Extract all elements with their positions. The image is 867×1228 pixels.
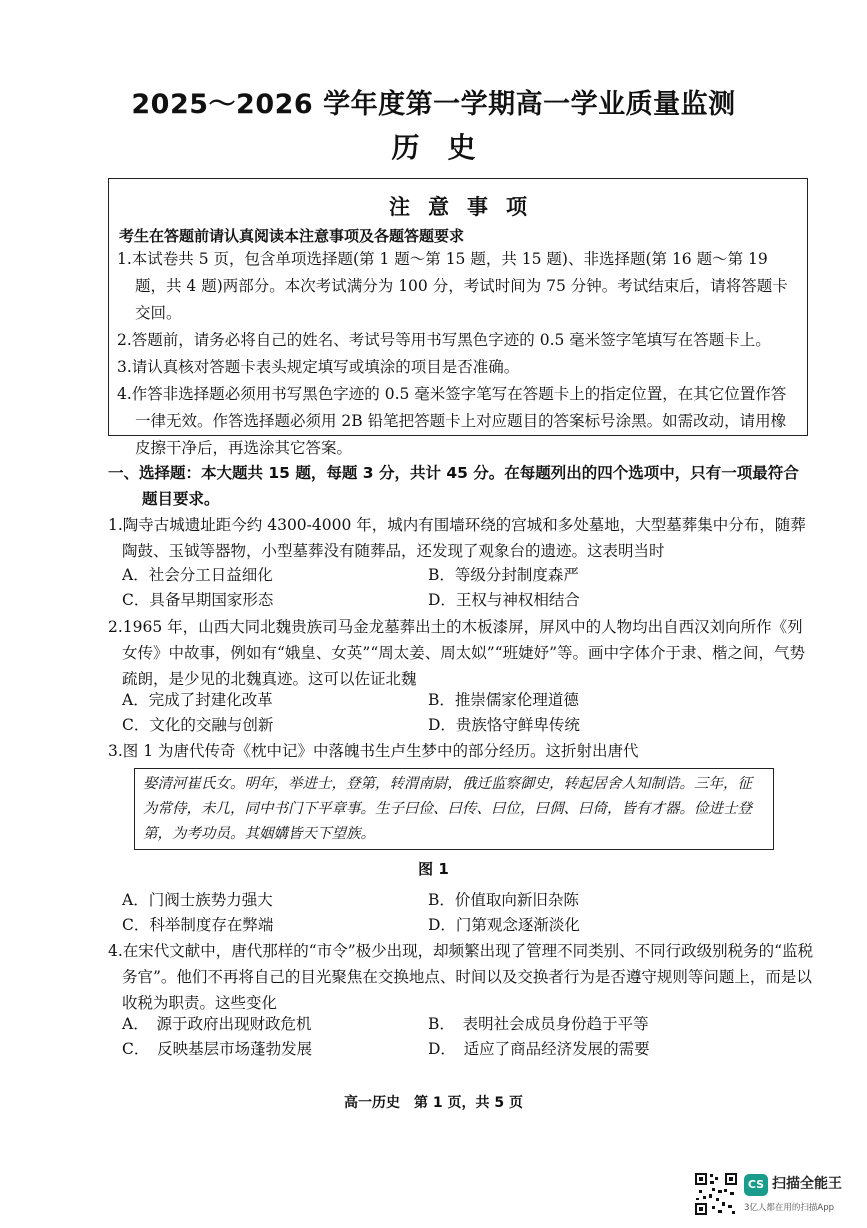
option-d: D．王权与神权相结合: [428, 591, 580, 609]
option-d: D．贵族恪守鲜卑传统: [428, 716, 580, 734]
option-d: D．门第观念逐渐淡化: [428, 916, 580, 934]
question-stem: 1.陶寺古城遗址距今约 4300-4000 年，城内有围墙环绕的宫城和多处墓地，大型墓葬集中分布，随葬陶鼓、玉钺等器物，小型墓葬没有随葬品，还发现了观象台的遗迹。这表明当时: [108, 516, 806, 560]
notice-item: 3.请认真核对答题卡表头规定填写或填涂的项目是否准确。: [117, 358, 520, 376]
notice-item: 2.答题前，请务必将自己的姓名、考试号等用书写黑色字迹的 0.5 毫米签字笔填写在答题卡上。: [117, 331, 771, 349]
question-3: [108, 738, 818, 764]
scanner-app-name: 扫描全能王: [772, 1176, 842, 1192]
option-b: B．等级分封制度森严: [428, 566, 579, 584]
page-title: 2025～2026 学年度第一学期高一学业质量监测: [131, 89, 736, 120]
subject-title: 历史: [391, 131, 504, 164]
option-c: C．具备早期国家形态: [122, 591, 274, 609]
question-stem: 3.图 1 为唐代传奇《枕中记》中落魄书生卢生梦中的部分经历。这折射出唐代: [108, 742, 639, 760]
question-stem: 2.1965 年，山西大同北魏贵族司马金龙墓葬出土的木板漆屏，屏风中的人物均出自西汉刘向所作《列女传》中故事，例如有“娥皇、女英”“周太姜、周太姒”“班婕妤”等。画中字体介于隶、楷之间，气势疏朗，是少见的北魏真迹。这可以佐证北魏: [108, 618, 806, 688]
option-c: C． 反映基层市场蓬勃发展: [122, 1040, 313, 1058]
question-stem: 4.在宋代文献中，唐代那样的“市令”极少出现，却频繁出现了管理不同类别、不同行政级别税务的“监税务官”。他们不再将自己的目光聚焦在交换地点、时间以及交换者行为是否遵守规则等问题上，而是以收税为职责。这些变化: [108, 942, 814, 1012]
option-a: A．门阀士族势力强大: [122, 891, 273, 909]
page-footer: 高一历史 第 1 页，共 5 页: [344, 1095, 523, 1111]
option-c: C．文化的交融与创新: [122, 716, 274, 734]
qr-code-icon: [694, 1172, 738, 1216]
notice-title: 注意事项: [389, 195, 545, 219]
notice-item: 4.作答非选择题必须用书写黑色字迹的 0.5 毫米签字笔写在答题卡上的指定位置，在其它位置作答一律无效。作答选择题必须用 2B 铅笔把答题卡上对应题目的答案标号涂黑。如需改动，请用橡皮擦干净后，再选涂其它答案。: [117, 385, 787, 457]
figure-label: 图 1: [418, 860, 449, 878]
option-b: B．价值取向新旧杂陈: [428, 891, 579, 909]
section-line: 题目要求。: [142, 490, 220, 508]
option-a: A．社会分工日益细化: [122, 566, 273, 584]
option-c: C．科举制度存在弊端: [122, 916, 274, 934]
section-heading: [108, 460, 828, 512]
question-4: [108, 938, 818, 1016]
option-a: A． 源于政府出现财政危机: [122, 1015, 312, 1033]
option-d: D． 适应了商品经济发展的需要: [428, 1040, 650, 1058]
scanner-app-tagline: 3亿人都在用的扫描App: [744, 1203, 835, 1213]
option-b: B．推崇儒家伦理道德: [428, 691, 579, 709]
notice-subtitle: 考生在答题前请认真阅读本注意事项及各题答题要求: [119, 227, 465, 245]
section-line: 一、选择题：本大题共 15 题，每题 3 分，共计 45 分。在每题列出的四个选项中，只有一项最符合: [108, 464, 799, 482]
question-2: [108, 614, 818, 692]
question-1: [108, 512, 818, 564]
scanner-logo-icon: CS: [744, 1174, 768, 1196]
notice-box: [108, 178, 808, 457]
option-a: A．完成了封建化改革: [122, 691, 273, 709]
notice-item: 1.本试卷共 5 页，包含单项选择题(第 1 题～第 15 题，共 15 题)、非选择题(第 16 题～第 19 题，共 4 题)两部分。本次考试满分为 100 分，考试时间为 75 分钟。考试结束后，请将答题卡交回。: [117, 250, 788, 322]
option-b: B． 表明社会成员身份趋于平等: [428, 1015, 649, 1033]
figure-1-quote: 娶清河崔氏女。明年，举进士，登第，转渭南尉，俄迁监察御史，转起居舍人知制诰。三年，征为常侍，未几，同中书门下平章事。生子曰俭、曰传、曰位，曰倜、曰倚，皆有才器。俭进士登第，为考功员。其姻媾皆天下望族。: [134, 768, 774, 850]
